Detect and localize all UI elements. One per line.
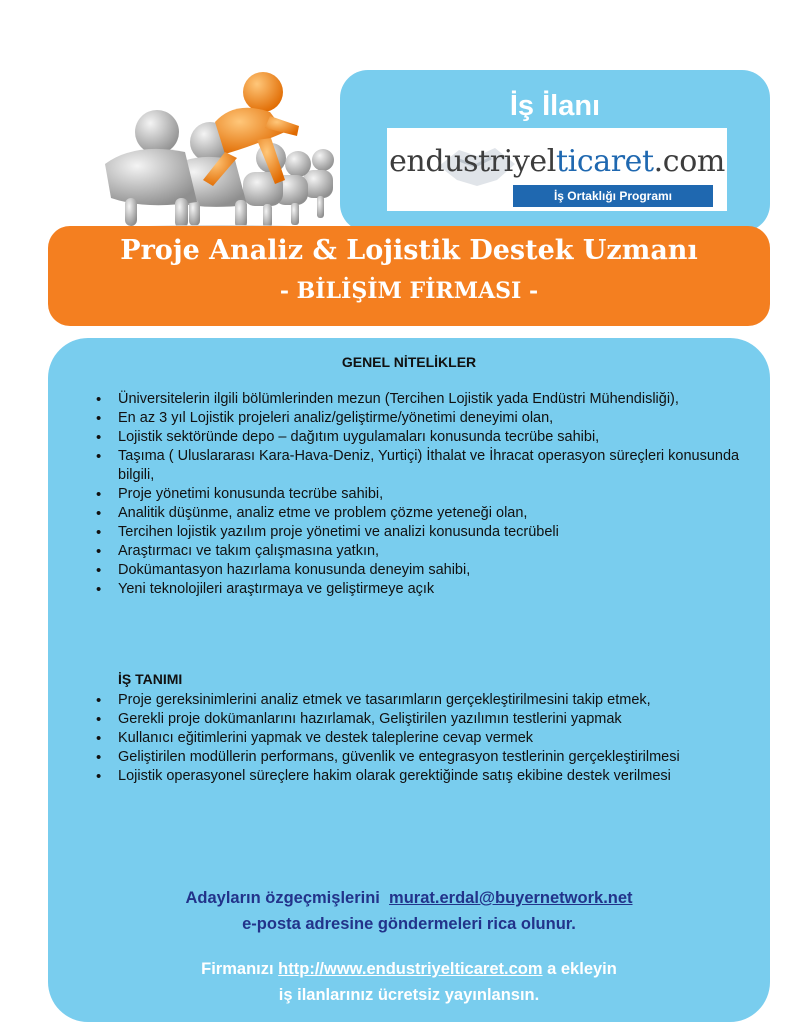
list-item: • Dokümantasyon hazırlama konusunda deneyim sahibi, [96,561,756,580]
website-link[interactable]: http://www.endustriyelticaret.com [278,960,543,978]
footer-line-2: iş ilanlarınız ücretsiz yayınlansın. [278,986,540,1004]
footer-note [48,956,770,1008]
list-item: • En az 3 yıl Lojistik projeleri analiz/geliştirme/yönetimi deneyimi olan, [96,409,756,428]
list-item: • Proje gereksinimlerini analiz etmek ve tasarımların gerçekleştirilmesini takip etmek, [96,691,756,710]
qualifications-title: GENEL NİTELİKLER [341,354,477,370]
runner-figure [105,110,197,228]
logo-card [387,128,727,211]
hero-illustration [85,60,345,235]
brand-logo [387,144,727,179]
footer-prefix: Firmanızı [201,960,274,978]
job-description-title: İŞ TANIMI [118,671,183,687]
header-box [340,70,770,232]
list-item: • Geliştirilen modüllerin performans, güvenlik ve entegrasyon testlerinin gerçekleştirilmesi [96,748,756,767]
list-item: • Araştırmacı ve takım çalışmasına yatkın, [96,542,756,561]
job-title-banner [48,226,770,326]
brand-part-1: endustriyel [389,144,556,179]
contact-suffix: e-posta adresine göndermeleri rica olunur. [242,915,576,933]
contact-info [48,885,770,937]
leader-figure [203,72,299,186]
page-title: İş İlanı [509,90,601,122]
list-item: • Proje yönetimi konusunda tecrübe sahibi, [96,485,756,504]
list-item: • Lojistik sektöründe depo – dağıtım uygulamaları konusunda tecrübe sahibi, [96,428,756,447]
qualifications-list [96,390,756,599]
job-description-list [96,691,756,786]
email-link[interactable]: murat.erdal@buyernetwork.net [389,889,633,907]
brand-part-3: .com [653,144,725,179]
list-item: • Gerekli proje dokümanlarını hazırlamak, Geliştirilen yazılımın testlerini yapmak [96,710,756,729]
list-item: • Analitik düşünme, analiz etme ve problem çözme yeteneği olan, [96,504,756,523]
list-item: • Lojistik operasyonel süreçlere hakim olarak gerektiğinde satış ekibine destek verilmesi [96,767,756,786]
job-title: Proje Analiz & Lojistik Destek Uzmanı [120,235,698,266]
list-item: • Kullanıcı eğitimlerini yapmak ve destek taleplerine cevap vermek [96,729,756,748]
list-item: • Taşıma ( Uluslararası Kara-Hava-Deniz, Yurtiçi) İthalat ve İhracat operasyon süreçleri konusunda bilgili, [96,447,756,485]
footer-middle: a ekleyin [547,960,617,978]
list-item: • Üniversitelerin ilgili bölümlerinden mezun (Tercihen Lojistik yada Endüstri Mühendisliği), [96,390,756,409]
list-item: • Yeni teknolojileri araştırmaya ve geliştirmeye açık [96,580,756,599]
details-panel [48,338,770,1022]
contact-prefix: Adayların özgeçmişlerini [185,889,380,907]
list-item: • Tercihen lojistik yazılım proje yönetimi ve analizi konusunda tecrübeli [96,523,756,542]
company-type: - BİLİŞİM FİRMASI - [279,278,539,304]
brand-part-2: ticaret [555,144,654,179]
program-badge: İş Ortaklığı Programı [513,185,713,207]
